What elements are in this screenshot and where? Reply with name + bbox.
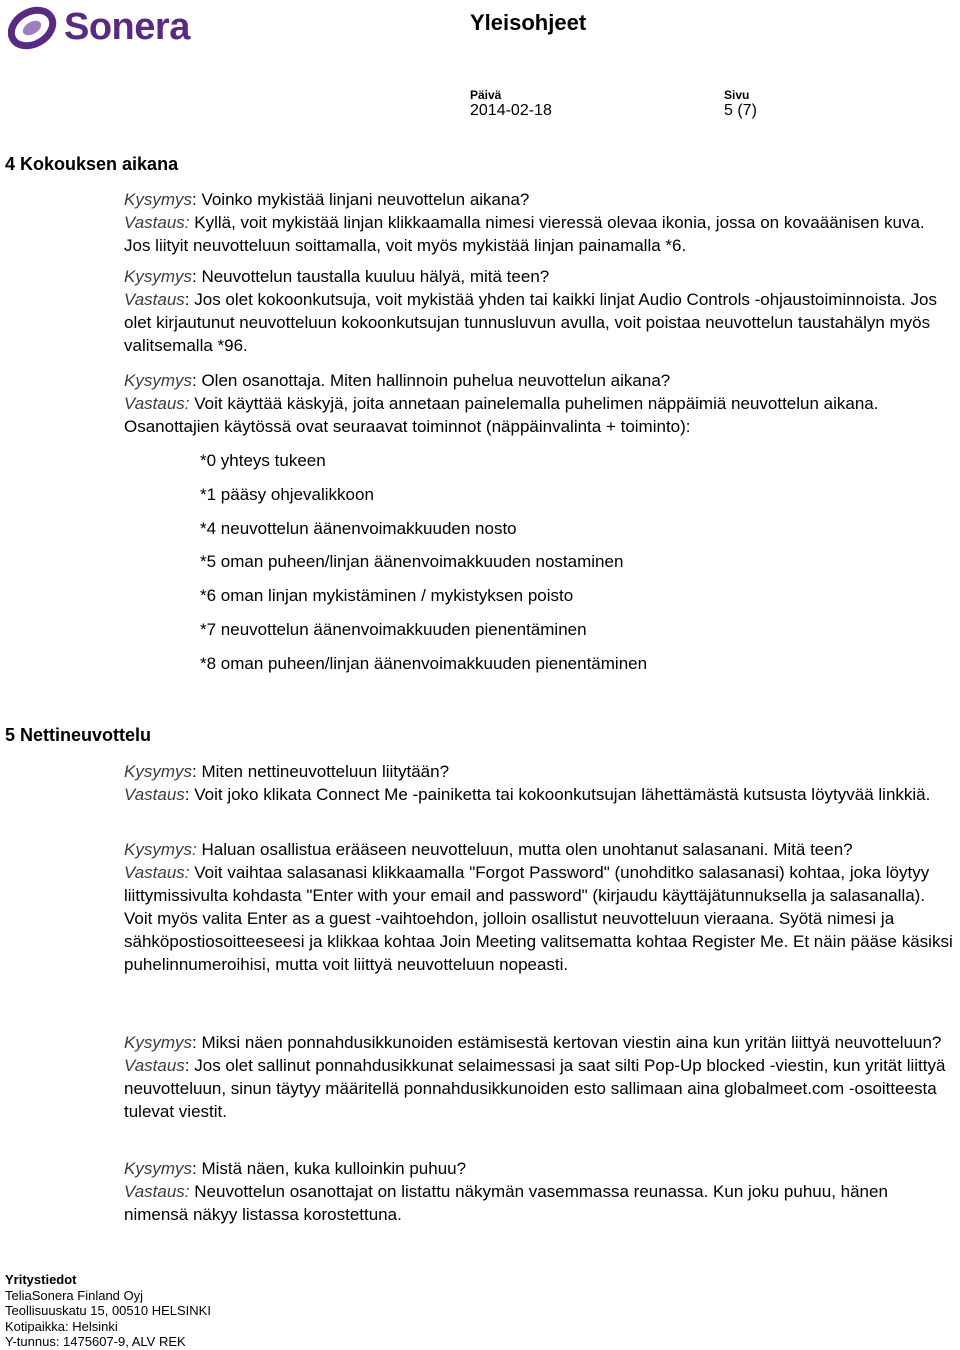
answer-label: Vastaus (124, 785, 185, 804)
footer-line: Teollisuuskatu 15, 00510 HELSINKI (5, 1303, 211, 1318)
document-title: Yleisohjeet (470, 10, 587, 35)
company-info (5, 1272, 211, 1350)
footer-heading: Yritystiedot (5, 1272, 77, 1287)
list-item: *4 neuvottelun äänenvoimakkuuden nosto (200, 518, 517, 538)
answer-label: Vastaus: (124, 1182, 190, 1201)
answer-label: Vastaus (124, 1056, 185, 1075)
answer-label: Vastaus: (124, 213, 190, 232)
brand-name: Sonera (64, 6, 190, 48)
answer-text: Voit käyttää käskyjä, joita annetaan painelemalla puhelimen näppäimiä neuvottelun aikana. Osanottajien käytössä ovat seuraavat toiminnot (näppäinvalinta + toiminto): (124, 394, 879, 436)
qa-block (124, 369, 954, 438)
answer-text: : Jos olet kokoonkutsuja, voit mykistää yhden tai kaikki linjat Audio Controls -ohjaustoiminnoista. Jos olet kirjautunut neuvotteluun kokoonkutsujan tunnusluvun avulla, voit poistaa neuvottelun taustahälyn myös valitsemalla *96. (124, 290, 937, 355)
question-text: Haluan osallistua erääseen neuvotteluun, mutta olen unohtanut salasanani. Mitä teen? (196, 840, 853, 859)
question-label: Kysymys (124, 1033, 192, 1052)
question-label: Kysymys (124, 762, 192, 781)
list-item: *8 oman puheen/linjan äänenvoimakkuuden pienentäminen (200, 653, 648, 673)
answer-text: : Jos olet sallinut ponnahdusikkunat selaimessasi ja saat silti Pop-Up blocked -viestin, kun yrität liittyä neuvotteluun, sinun täytyy määritellä ponnahdusikkunoiden esto sallimaan aina globalmeet.com -osoitteesta tulevat viestit. (124, 1056, 946, 1121)
question-text: : Mistä näen, kuka kulloinkin puhuu? (192, 1159, 467, 1178)
question-text: : Voinko mykistää linjani neuvottelun aikana? (192, 190, 530, 209)
list-item: *0 yhteys tukeen (200, 451, 326, 470)
qa-block (124, 1031, 954, 1123)
qa-block (124, 760, 954, 806)
list-item: *1 pääsy ohjevalikkoon (200, 484, 374, 504)
question-label: Kysymys: (124, 840, 197, 859)
command-list (200, 444, 647, 681)
answer-text: : Voit joko klikata Connect Me -painiketta tai kokoonkutsujan lähettämästä kutsusta löytyvää linkkiä. (184, 785, 931, 804)
qa-block (124, 265, 954, 357)
answer-label: Vastaus (124, 290, 185, 309)
list-item: *5 oman puheen/linjan äänenvoimakkuuden nostaminen (200, 552, 624, 572)
section-heading: 4 Kokouksen aikana (5, 154, 179, 174)
sonera-swirl-icon (8, 2, 60, 54)
answer-text: Neuvottelun osanottajat on listattu näkymän vasemmassa reunassa. Kun joku puhuu, hänen nimensä näkyy listassa korostettuna. (124, 1182, 888, 1224)
question-label: Kysymys (124, 1159, 192, 1178)
qa-block (124, 188, 954, 257)
section-heading: 5 Nettineuvottelu (5, 725, 152, 745)
question-label: Kysymys (124, 371, 192, 390)
sonera-logo (8, 2, 208, 54)
footer-line: Y-tunnus: 1475607-9, ALV REK (5, 1334, 186, 1349)
list-item: *6 oman linjan mykistäminen / mykistyksen poisto (200, 586, 574, 606)
qa-block (124, 838, 954, 976)
question-text: : Miksi näen ponnahdusikkunoiden estämisestä kertovan viestin aina kun yritän liittyä neuvotteluun? (192, 1033, 942, 1052)
page-value: 5 (7) (724, 102, 757, 119)
answer-label: Vastaus: (124, 863, 190, 882)
question-text: : Neuvottelun taustalla kuuluu hälyä, mitä teen? (192, 267, 550, 286)
question-text: : Miten nettineuvotteluun liitytään? (192, 762, 450, 781)
answer-label: Vastaus: (124, 394, 190, 413)
page-label: Sivu (724, 88, 750, 102)
answer-text: Kyllä, voit mykistää linjan klikkaamalla nimesi vieressä olevaa ikonia, jossa on kovaäänisen kuva. Jos liityit neuvotteluun soittamalla, voit myös mykistää linjan painamalla *6. (124, 213, 925, 255)
date-label: Päivä (470, 88, 502, 102)
date-value: 2014-02-18 (470, 102, 552, 119)
question-text: : Olen osanottaja. Miten hallinnoin puhelua neuvottelun aikana? (192, 371, 671, 390)
answer-text: Voit vaihtaa salasanasi klikkaamalla "Forgot Password" (unohditko salasanasi) kohtaa, joka löytyy liittymissivulta kohdasta "Enter with your email and password" (kirjaudu käyttäjätunnuksella ja salasanalla). Voit myös valita Enter as a guest -vaihtoehdon, jolloin osallistut neuvotteluun vieraana. Syötä nimesi ja sähköpostiosoitteeseesi ja klikkaa kohtaa Join Meeting valitsematta kohtaa Register Me. Et näin pääse käsiksi puhelinnumeroihisi, mutta voit liittyä neuvotteluun nopeasti. (124, 863, 953, 974)
question-label: Kysymys (124, 267, 192, 286)
footer-line: Kotipaikka: Helsinki (5, 1318, 118, 1334)
list-item: *7 neuvottelun äänenvoimakkuuden pienentäminen (200, 619, 587, 639)
question-label: Kysymys (124, 190, 192, 209)
footer-line: TeliaSonera Finland Oyj (5, 1287, 144, 1303)
qa-block (124, 1157, 954, 1226)
